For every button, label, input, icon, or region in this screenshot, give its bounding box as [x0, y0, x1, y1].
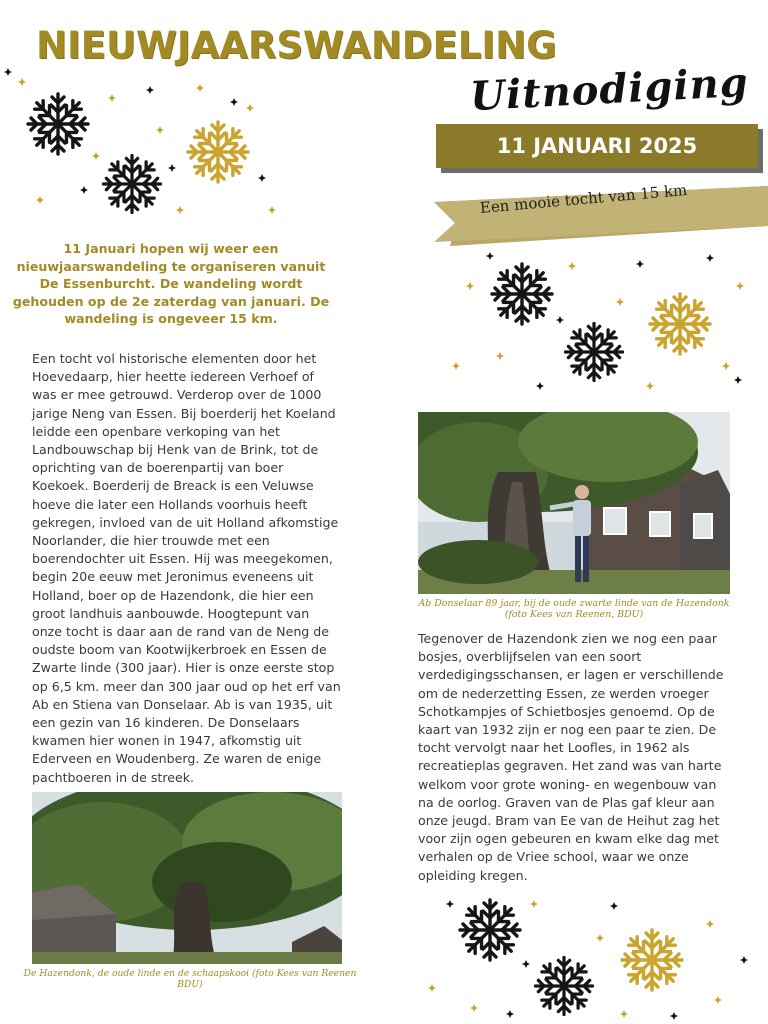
body-text-left: Een tocht vol historische elementen door het Hoevedaarp, hier heette iedereen Verhoef of was er mee getrouwd. Verderop over de 1000 jarige Neng van Essen. Bij boerderij het Koeland leidde een openbare verkoping van het Landbouwschap bij Henk van de Brink, tot de oprichting van de boerenpartij van boer Koekoek. Boerderij de Breack is een Veluwse hoeve die later een Hollands voorhuis heeft gekregen, invloed van de uit Holland afkomstige Noorlander, die hier trouwde met een boerendochter uit Essen. Hij was meegekomen, begin 20e eeuw met Jeronimus eveneens uit Holland, boer op de Hazendonk, die hier een groot landhuis aanbouwde. Hoogtepunt van onze tocht is daar aan de rand van de Neng de oudste boom van Kootwijkerbroek en Essen de Zwarte linde (300 jaar). Hier is onze eerste stop op 6,5 km. meer dan 300 jaar oud op het erf van Ab en Stiena van Donselaar. Ab is van 1935, uit een gezin van 16 kinderen. De Donselaars kwamen hier wonen in 1947, afkomstig uit Ederveen en Woudenberg. Ze waren de enige pachtboeren in de streek.	[32, 351, 341, 785]
snowflake-cluster-top-left	[0, 60, 300, 230]
subtitle: Uitnodiging	[468, 58, 750, 121]
snowflake-icon	[104, 156, 161, 213]
main-title: NIEUWJAARSWANDELING	[36, 24, 557, 67]
intro-paragraph: 11 Januari hopen wij weer een nieuwjaarswandeling te organiseren vanuit De Essenburcht. De wandeling wordt gehouden op de 2e zaterdag van januari. De wandeling is ongeveer 15 km.	[12, 241, 330, 327]
snowflake-icon	[650, 294, 710, 354]
snowflake-icon	[536, 958, 593, 1015]
body-text-right: Tegenover de Hazendonk zien we nog een paar bosjes, overblijfselen van een soort verdedigingsschansen, er lagen er verschillende om de nederzetting Essen, ze werden vroeger Schotkampjes of Schietbosjes genoemd. Op de kaart van 1932 zijn er nog een paar te zien. De tocht vervolgt naar het Loofles, in 1962 als recreatieplas gegraven. Het zand was van harte welkom voor grote woning- en wegenbouw van na de oorlog. Graven van de Plas gaf kleur aan onze jeugd. Bram van Ee van de Heihut zag het voor zijn ogen gebeuren en kwam elke dag met verhalen op de Vriee school, waar we onze opleiding kregen.	[418, 631, 724, 883]
snowflake-icon	[566, 324, 623, 381]
caption-photo-right: Ab Donselaar 89 jaar, bij de oude zwarte linde van de Hazendonk (foto Kees van Reenen, BDU)	[418, 598, 730, 620]
snowflake-cluster-bottom-right	[414, 888, 768, 1024]
photo-hazendonk	[32, 792, 342, 964]
snowflake-icon	[188, 122, 248, 182]
snowflake-icon	[622, 930, 682, 990]
snowflake-icon	[460, 900, 520, 960]
snowflake-icon	[492, 264, 552, 324]
photo-linde-man	[418, 412, 730, 594]
date-banner: 11 JANUARI 2025	[436, 124, 758, 168]
snowflake-cluster-right	[440, 246, 760, 406]
ribbon-text: Een mooie tocht van 15 km	[479, 180, 688, 217]
caption-photo-left: De Hazendonk, de oude linde en de schaapskooi (foto Kees van Reenen BDU)	[23, 968, 357, 990]
snowflake-icon	[28, 94, 88, 154]
